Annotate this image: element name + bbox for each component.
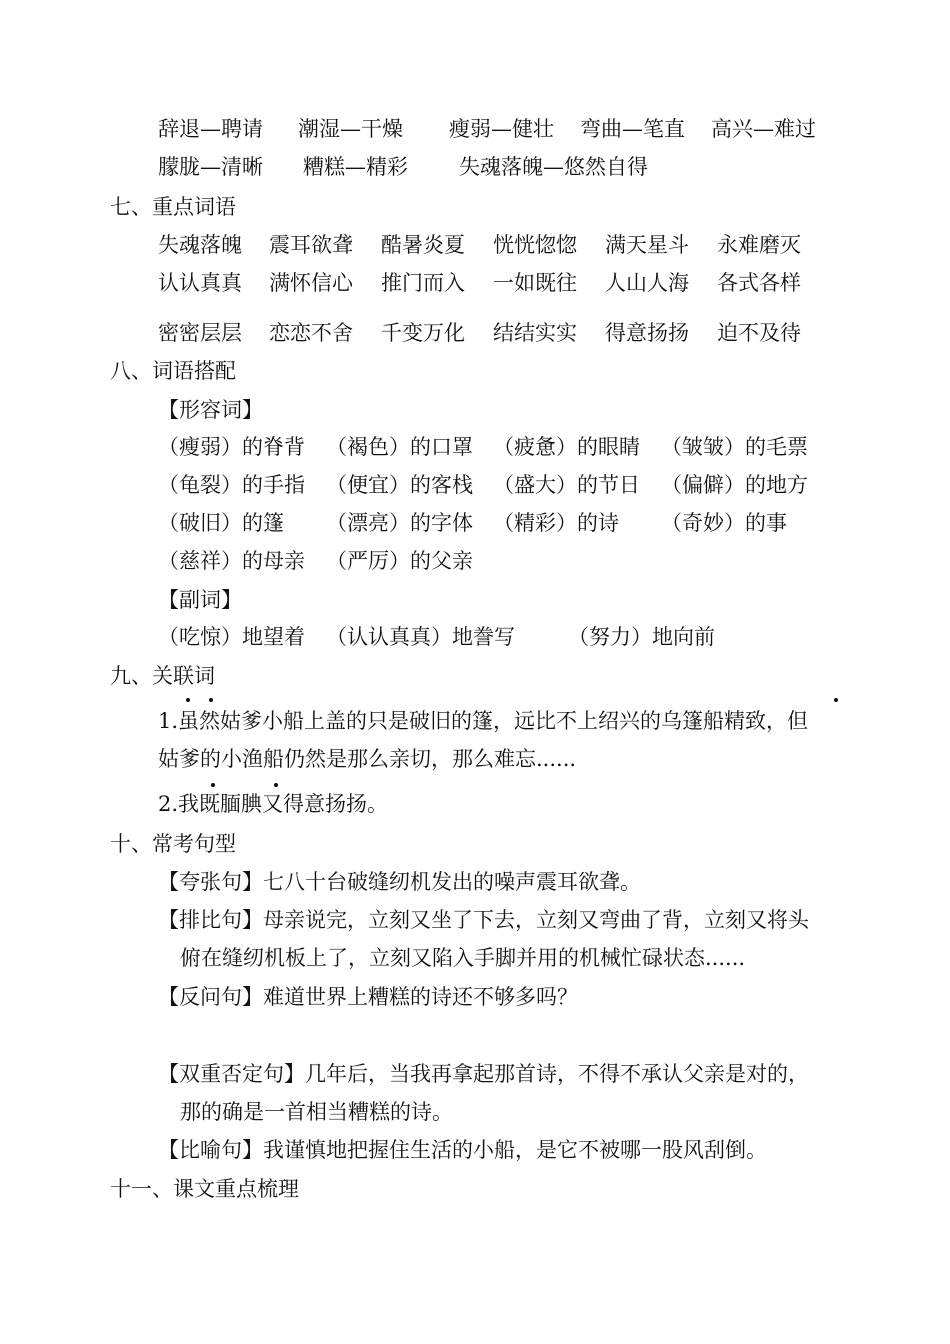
key-word: 迫不及待 xyxy=(717,321,801,345)
key-word: 推门而入 xyxy=(381,271,465,295)
key-word: 满怀信心 xyxy=(269,271,353,295)
emphasis-dot xyxy=(209,698,213,702)
adverb-label: 【副词】 xyxy=(158,588,242,612)
collocation: （盛大）的节日 xyxy=(493,473,640,497)
collocation: （便宜）的客栈 xyxy=(326,473,473,497)
key-word: 失魂落魄 xyxy=(158,233,242,257)
key-word: 密密层层 xyxy=(158,321,242,345)
collocation: （吃惊）地望着 xyxy=(158,625,305,649)
section-11-heading: 十一、课文重点梳理 xyxy=(110,1177,299,1201)
collocation: （疲惫）的眼睛 xyxy=(493,435,640,459)
key-word: 各式各样 xyxy=(717,271,801,295)
antonym-pair: 朦胧—清晰 xyxy=(158,155,263,179)
collocation: （瘦弱）的脊背 xyxy=(158,435,305,459)
conjunction-sentence-1-line-1: 1.虽然姑爹小船上盖的只是破旧的篷，远比不上绍兴的乌篷船精致，但 xyxy=(158,709,809,733)
emphasis-dot xyxy=(274,783,278,787)
key-word: 人山人海 xyxy=(605,271,689,295)
parallelism-sentence-line-1: 【排比句】母亲说完，立刻又坐了下去，立刻又弯曲了背，立刻又将头 xyxy=(158,908,809,932)
key-word: 得意扬扬 xyxy=(605,321,689,345)
adjective-label: 【形容词】 xyxy=(158,398,263,422)
hyperbole-sentence: 【夸张句】七八十台破缝纫机发出的噪声震耳欲聋。 xyxy=(158,870,641,894)
emphasis-dot xyxy=(186,698,190,702)
section-7-heading: 七、重点词语 xyxy=(110,195,236,219)
key-word: 结结实实 xyxy=(493,321,577,345)
collocation: （破旧）的篷 xyxy=(158,511,284,535)
antonym-pair: 糟糕—精彩 xyxy=(303,155,408,179)
key-word: 恍恍惚惚 xyxy=(493,233,577,257)
collocation: （严厉）的父亲 xyxy=(326,549,473,573)
antonym-pair: 高兴—难过 xyxy=(711,117,816,141)
section-10-heading: 十、常考句型 xyxy=(110,832,236,856)
key-word: 震耳欲聋 xyxy=(269,233,353,257)
antonym-pair: 瘦弱—健壮 xyxy=(449,117,554,141)
key-word: 恋恋不舍 xyxy=(269,321,353,345)
section-8-heading: 八、词语搭配 xyxy=(110,359,236,383)
metaphor-sentence: 【比喻句】我谨慎地把握住生活的小船，是它不被哪一股风刮倒。 xyxy=(158,1138,767,1162)
collocation: （皱皱）的毛票 xyxy=(661,435,808,459)
key-word: 千变万化 xyxy=(381,321,465,345)
double-negative-sentence-line-1: 【双重否定句】几年后，当我再拿起那首诗，不得不承认父亲是对的， xyxy=(158,1062,809,1086)
emphasis-dot xyxy=(834,698,838,702)
antonym-pair: 失魂落魄—悠然自得 xyxy=(459,155,648,179)
collocation: （褐色）的口罩 xyxy=(326,435,473,459)
collocation: （漂亮）的字体 xyxy=(326,511,473,535)
antonym-pair: 潮湿—干燥 xyxy=(298,117,403,141)
collocation: （认认真真）地誊写 xyxy=(326,625,515,649)
key-word: 一如既往 xyxy=(493,271,577,295)
collocation: （偏僻）的地方 xyxy=(661,473,808,497)
key-word: 酷暑炎夏 xyxy=(381,233,465,257)
double-negative-sentence-line-2: 那的确是一首相当糟糕的诗。 xyxy=(180,1100,453,1124)
key-word: 永难磨灭 xyxy=(717,233,801,257)
collocation: （精彩）的诗 xyxy=(493,511,619,535)
collocation: （慈祥）的母亲 xyxy=(158,549,305,573)
antonym-pair: 辞退—聘请 xyxy=(158,117,263,141)
antonym-pair: 弯曲—笔直 xyxy=(580,117,685,141)
section-9-heading: 九、关联词 xyxy=(110,664,215,688)
collocation: （奇妙）的事 xyxy=(661,511,787,535)
conjunction-sentence-1-line-2: 姑爹的小渔船仍然是那么亲切，那么难忘...... xyxy=(158,747,577,771)
collocation: （龟裂）的手指 xyxy=(158,473,305,497)
rhetorical-question-sentence: 【反问句】难道世界上糟糕的诗还不够多吗？ xyxy=(158,985,578,1009)
key-word: 满天星斗 xyxy=(605,233,689,257)
collocation: （努力）地向前 xyxy=(568,625,715,649)
key-word: 认认真真 xyxy=(158,271,242,295)
emphasis-dot xyxy=(211,783,215,787)
conjunction-sentence-2: 2.我既腼腆又得意扬扬。 xyxy=(158,792,389,816)
parallelism-sentence-line-2: 俯在缝纫机板上了，立刻又陷入手脚并用的机械忙碌状态...... xyxy=(180,946,746,970)
